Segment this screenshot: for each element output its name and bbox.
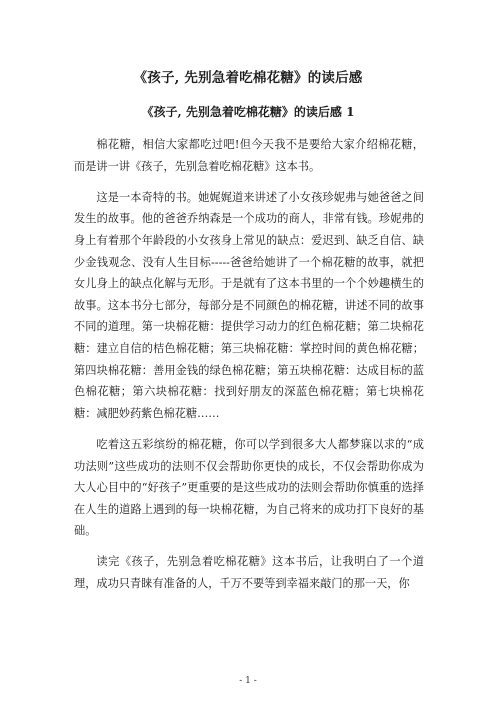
paragraph-4: 读完《孩子，先别急着吃棉花糖》这本书后，让我明白了一个道理，成功只青睐有准备的人，千万不要等到幸福来敲门的那一天，你 (74, 555, 424, 591)
document-body (74, 134, 424, 595)
paragraph-1: 棉花糖，相信大家都吃过吧!但今天我不是要给大家介绍棉花糖，而是讲一讲《孩子，先别急着吃棉花糖》这本书。 (74, 138, 424, 173)
paragraph-2: 这是一本奇特的书。她娓娓道来讲述了小女孩珍妮弗与她爸爸之间发生的故事。他的爸爸乔纳森是一个成功的商人，非常有钱。珍妮弗的身上有着那个年龄段的小女孩身上常见的缺点：爱迟到、缺乏自信、缺少金钱观念、没有人生目标-----爸爸给她讲了一个棉花糖的故事，就把女儿身上的缺点化解与无形。于是就有了这本书里的一个个妙趣横生的故事。这本书分七部分，每部分是不同颜色的棉花糖，讲述不同的故事不同的道理。第一块棉花糖：提供学习动力的红色棉花糖；第二块棉花糖：建立自信的桔色棉花糖；第三块棉花糖：掌控时间的黄色棉花糖；第四块棉花糖：善用金钱的绿色棉花糖；第五块棉花糖：达成目标的蓝色棉花糖；第六块棉花糖：找到好朋友的深蓝色棉花糖；第七块棉花糖：减肥妙药紫色棉花糖…… (74, 190, 424, 420)
page-number: - 1 - (239, 676, 257, 686)
paragraph-3: 吃着这五彩缤纷的棉花糖，你可以学到很多大人都梦寐以求的“成功法则”这些成功的法则不仅会帮助你更快的成长，不仅会帮助你成为大人心目中的“好孩子”更重要的是这些成功的法则会帮助你慎重的选择在人生的道路上遇到的每一块棉花糖，为自己将来的成功打下良好的基础。 (74, 437, 424, 538)
section-heading: 《孩子, 先别急着吃棉花糖》的读后感 1 (141, 105, 355, 119)
document-title: 《孩子, 先别急着吃棉花糖》的读后感 (133, 70, 363, 86)
